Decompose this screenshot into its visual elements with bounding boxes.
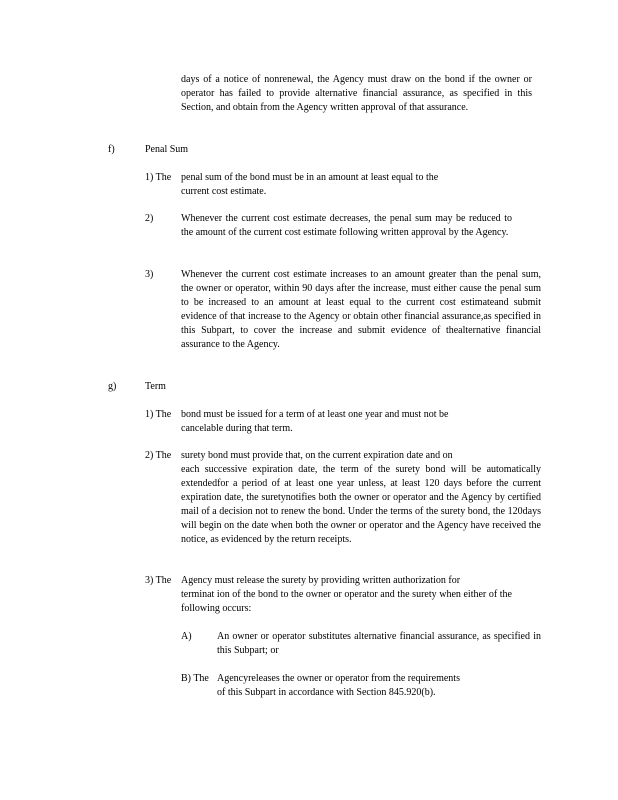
section-g-item3-sub-b-lead: B) The bbox=[181, 673, 209, 684]
section-g-item1-lead: 1) The bbox=[145, 409, 172, 420]
section-f-item2-marker: 2) bbox=[145, 213, 154, 224]
section-g-item2-lead: 2) The bbox=[145, 450, 172, 461]
section-g-marker: g) bbox=[108, 381, 117, 392]
section-g-item2-line1: surety bond must provide that, on the current expiration date and on bbox=[181, 450, 453, 461]
section-f-item3-marker: 3) bbox=[145, 269, 154, 280]
section-g-item1-line2: cancelable during that term. bbox=[181, 423, 293, 434]
section-g-item3-line1: Agency must release the surety by providing written authorization for bbox=[181, 575, 461, 586]
section-f-item2-text: Whenever the current cost estimate decreases, the penal sum may be reduced to the amount of the current cost estimate following written approval by the Agency. bbox=[181, 213, 512, 238]
section-f-item3-text: Whenever the current cost estimate increases to an amount greater than the penal sum, the owner or operator, within 90 days after the increase, must either cause the penal sum to be increased to an amount at least equal to the current cost estimateand submit evidence of that increase to the Agency or obtain other financial assurance,as specified in this Subpart, to cover the increase and submit evidence of thealternative financial assurance to the Agency. bbox=[181, 269, 541, 350]
section-g-item3-lead: 3) The bbox=[145, 575, 172, 586]
section-g-item2-text: each successive expiration date, the term of the surety bond will be automatically extendedfor a period of at least one year unless, at least 120 days before the current expiration date, the suretynotifies both the owner or operator and the Agency by certified mail of a decision not to renew the bond. Under the terms of the surety bond, the 120days will begin on the date when both the owner or operator and the Agency have received the notice, as evidenced by the return receipts. bbox=[181, 464, 541, 545]
section-f-heading: Penal Sum bbox=[145, 144, 189, 155]
section-g-item3-sub-b-line1: Agencyreleases the owner or operator from the requirements bbox=[217, 673, 460, 684]
section-g-item3-sub-a-marker: A) bbox=[181, 631, 192, 642]
section-g-item3-sub-b-line2: of this Subpart in accordance with Section 845.920(b). bbox=[217, 687, 436, 698]
section-f-item1-line2: current cost estimate. bbox=[181, 186, 267, 197]
intro-paragraph: days of a notice of nonrenewal, the Agency must draw on the bond if the owner or operator has failed to provide alternative financial assurance, as specified in this Section, and obtain from the Agency written approval of that assurance. bbox=[181, 74, 532, 113]
section-g-item1-line1: bond must be issued for a term of at least one year and must not be bbox=[181, 409, 449, 420]
section-g-item3-sub-a-text: An owner or operator substitutes alternative financial assurance, as specified in this Subpart; or bbox=[217, 631, 541, 656]
section-g-item3-text: terminat ion of the bond to the owner or operator and the surety when either of the following occurs: bbox=[181, 589, 512, 614]
section-g-heading: Term bbox=[145, 381, 166, 392]
section-f-marker: f) bbox=[108, 144, 115, 155]
section-f-item1-lead: 1) The bbox=[145, 172, 172, 183]
section-f-item1-line1: penal sum of the bond must be in an amount at least equal to the bbox=[181, 172, 439, 183]
